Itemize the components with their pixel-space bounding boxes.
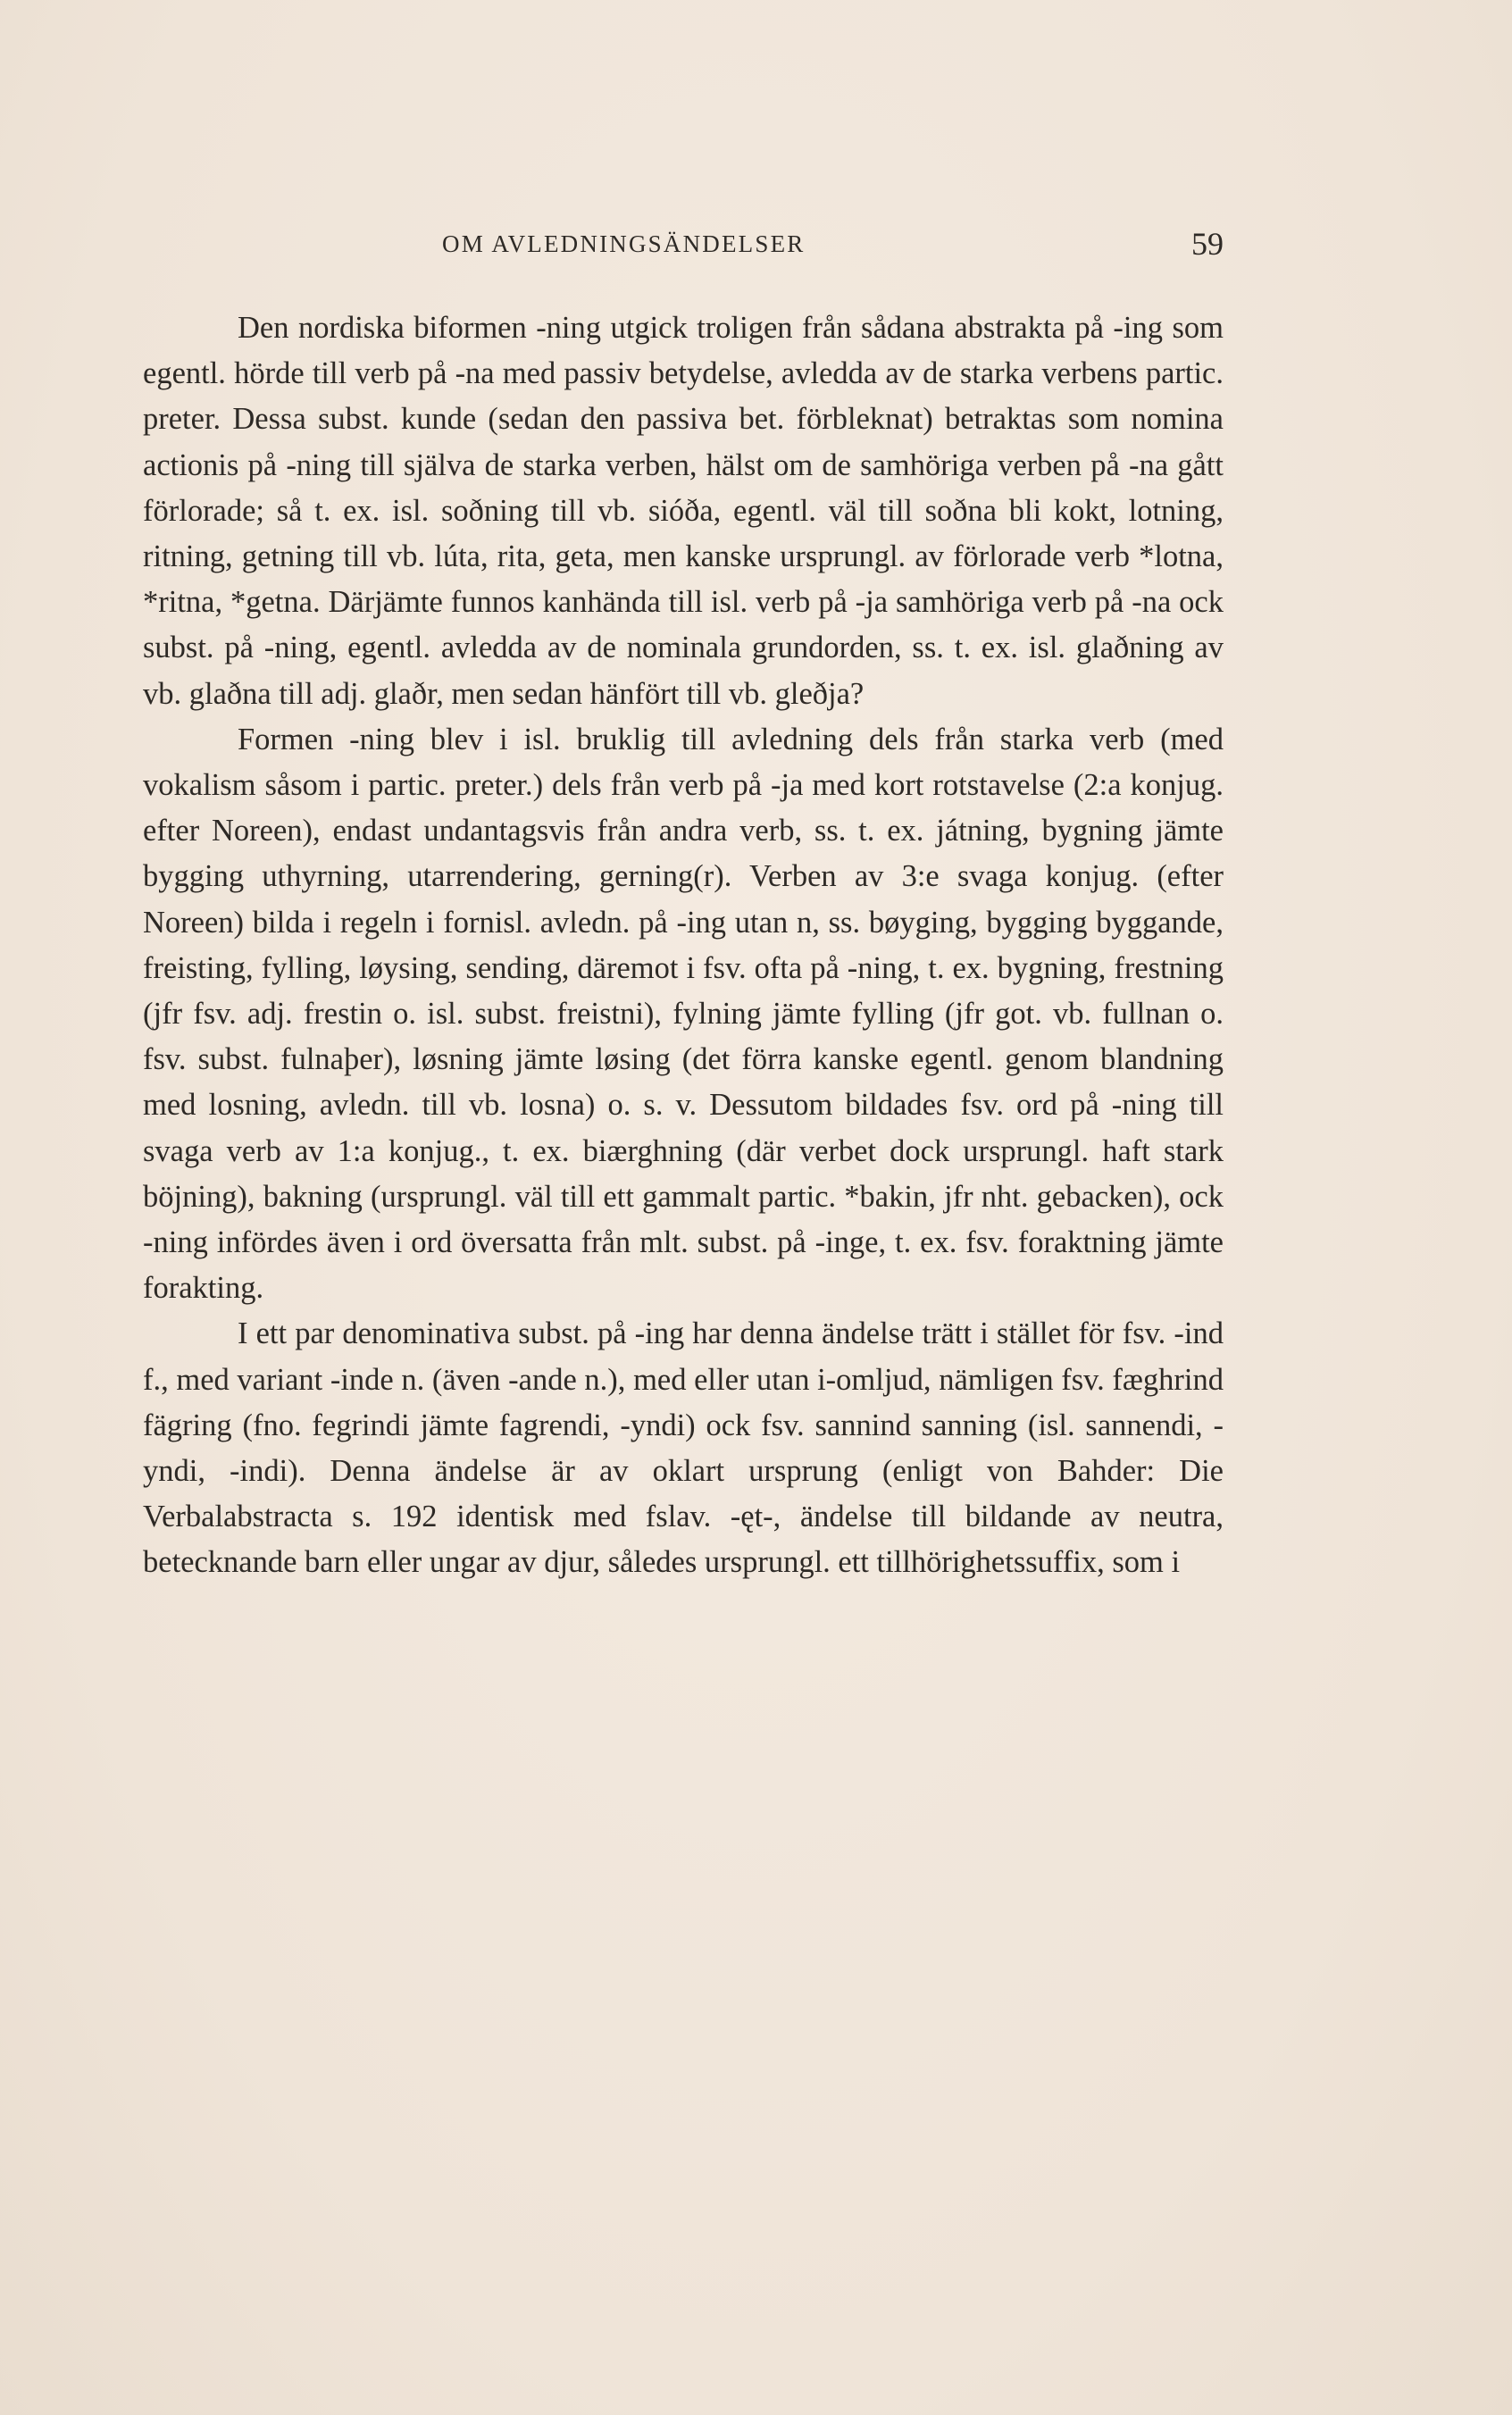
paragraph: Den nordiska biformen -ning utgick troligen från sådana abstrakta på -ing som egentl. hörde till verb på -na med passiv betydelse, avledda av de starka verbens partic. preter. Dessa subst. kunde (sedan den passiva bet. förbleknat) betraktas som nomina actionis på -ning till själva de starka verben, hälst om de samhöriga verben på -na gått förlorade; så t. ex. isl. soðning till vb. sióða, egentl. väl till soðna bli kokt, lotning, ritning, getning till vb. lúta, rita, geta, men kanske ursprungl. av förlorade verb *lotna, *ritna, *getna. Därjämte funnos kanhända till isl. verb på -ja samhöriga verb på -na ock subst. på -ning, egentl. avledda av de nominala grundorden, ss. t. ex. isl. glaðning av vb. glaðna till adj. glaðr, men sedan hänfört till vb. gleðja? (143, 311, 1224, 711)
running-head: OM AVLEDNINGSÄNDELSER (442, 230, 806, 257)
paragraph: I ett par denominativa subst. på -ing har denna ändelse trätt i stället för fsv. -ind f., med variant -inde n. (även -ande n.), med eller utan i-omljud, nämligen fsv. fæghrind fägring (fno. fegrindi jämte fagrendi, -yndi) ock fsv. sannind sanning (isl. sannendi, -yndi, -indi). Denna ändelse är av oklart ursprung (enligt von Bahder: Die Verbalabstracta s. 192 identisk med fslav. -ęt-, ändelse till bildande av neutra, betecknande barn eller ungar av djur, således ursprungl. ett tillhörighetssuffix, som i (143, 1316, 1224, 1580)
page-number: 59 (1191, 226, 1224, 262)
paragraph: Formen -ning blev i isl. bruklig till avledning dels från starka verb (med vokalism såsom i partic. preter.) dels från verb på -ja med kort rotstavelse (2:a konjug. efter Noreen), endast undantagsvis från andra verb, ss. t. ex. játning, bygning jämte bygging uthyrning, utarrendering, gerning(r). Verben av 3:e svaga konjug. (efter Noreen) bilda i regeln i fornisl. avledn. på -ing utan n, ss. bøyging, bygging byggande, freisting, fylling, løysing, sending, däremot i fsv. ofta på -ning, t. ex. bygning, frestning (jfr fsv. adj. frestin o. isl. subst. freistni), fylning jämte fylling (jfr got. vb. fullnan o. fsv. subst. fulnaþer), løsning jämte løsing (det förra kanske egentl. genom blandning med losning, avledn. till vb. losna) o. s. v. Dessutom bildades fsv. ord på -ning till svaga verb av 1:a konjug., t. ex. biærghning (där verbet dock ursprungl. haft stark böjning), bakning (ursprungl. väl till ett gammalt partic. *bakin, jfr nht. gebacken), ock -ning infördes även i ord översatta från mlt. subst. på -inge, t. ex. fsv. foraktning jämte forakting. (143, 722, 1224, 1306)
body-text (143, 305, 1224, 1586)
page-header (143, 226, 1224, 266)
